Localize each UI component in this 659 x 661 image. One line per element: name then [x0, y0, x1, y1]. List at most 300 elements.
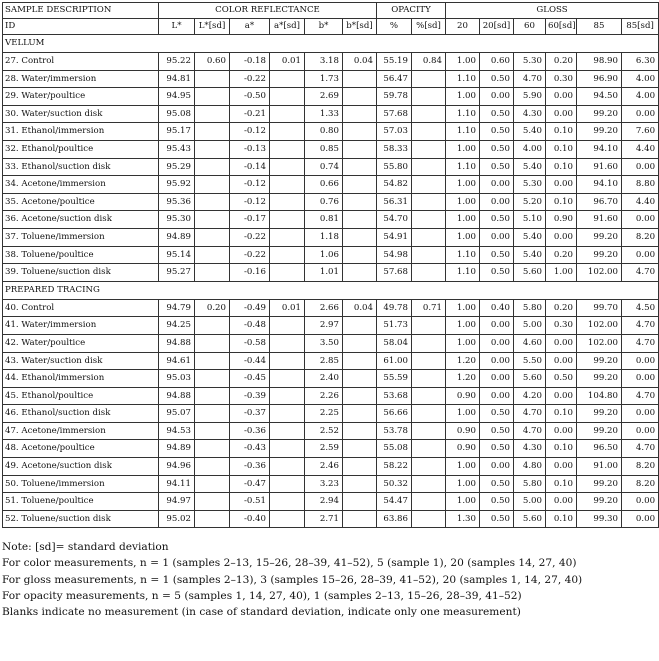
- table-row: [3, 140, 659, 158]
- sample-id-cell: 51. Toluene/poultice: [3, 493, 159, 511]
- section-title: PREPARED TRACING: [3, 281, 659, 299]
- value-cell: -0.12: [230, 123, 270, 141]
- value-cell: 2.26: [305, 387, 343, 405]
- value-cell: 0.04: [343, 53, 377, 71]
- value-cell: 2.97: [305, 317, 343, 335]
- table-row: [3, 458, 659, 476]
- value-cell: 2.85: [305, 352, 343, 370]
- value-cell: 1.20: [446, 370, 480, 388]
- value-cell: [412, 70, 446, 88]
- value-cell: 98.90: [577, 53, 622, 71]
- value-cell: 0.50: [480, 440, 514, 458]
- value-cell: 0.66: [305, 176, 343, 194]
- value-cell: 94.97: [159, 493, 195, 511]
- value-cell: [412, 317, 446, 335]
- value-cell: 0.00: [546, 88, 577, 106]
- value-cell: 1.00: [446, 140, 480, 158]
- value-cell: 4.40: [622, 193, 659, 211]
- value-cell: 0.20: [546, 53, 577, 71]
- value-cell: 1.10: [446, 70, 480, 88]
- value-cell: 99.20: [577, 228, 622, 246]
- sample-id-cell: 29. Water/poultice: [3, 88, 159, 106]
- value-cell: 95.36: [159, 193, 195, 211]
- value-cell: -0.51: [230, 493, 270, 511]
- value-cell: 1.00: [446, 405, 480, 423]
- value-cell: 1.10: [446, 123, 480, 141]
- value-cell: 1.20: [446, 352, 480, 370]
- value-cell: [412, 387, 446, 405]
- value-cell: [343, 387, 377, 405]
- value-cell: 5.60: [514, 264, 546, 282]
- value-cell: 2.25: [305, 405, 343, 423]
- value-cell: 0.10: [546, 405, 577, 423]
- table-row: [3, 334, 659, 352]
- value-cell: [343, 176, 377, 194]
- value-cell: [343, 405, 377, 423]
- value-cell: 0.10: [546, 123, 577, 141]
- value-cell: 94.25: [159, 317, 195, 335]
- value-cell: -0.48: [230, 317, 270, 335]
- value-cell: 0.84: [412, 53, 446, 71]
- sample-id-cell: 37. Toluene/immersion: [3, 228, 159, 246]
- value-cell: 0.00: [546, 334, 577, 352]
- value-cell: 94.88: [159, 387, 195, 405]
- value-cell: [412, 105, 446, 123]
- value-cell: 0.90: [546, 211, 577, 229]
- value-cell: 54.91: [377, 228, 412, 246]
- value-cell: 95.08: [159, 105, 195, 123]
- value-cell: 0.00: [480, 228, 514, 246]
- section-title: VELLUM: [3, 35, 659, 53]
- table-row: [3, 264, 659, 282]
- value-cell: [270, 228, 305, 246]
- value-cell: 3.18: [305, 53, 343, 71]
- value-cell: [195, 475, 230, 493]
- value-cell: 0.01: [270, 299, 305, 317]
- value-cell: 4.00: [622, 70, 659, 88]
- value-cell: 1.10: [446, 246, 480, 264]
- value-cell: [412, 264, 446, 282]
- value-cell: [412, 352, 446, 370]
- value-cell: 1.33: [305, 105, 343, 123]
- value-cell: 1.00: [446, 88, 480, 106]
- value-cell: -0.36: [230, 422, 270, 440]
- value-cell: -0.40: [230, 510, 270, 528]
- value-cell: 0.20: [546, 299, 577, 317]
- table-notes: [2, 539, 642, 620]
- value-cell: 0.90: [446, 422, 480, 440]
- value-cell: [343, 228, 377, 246]
- value-cell: [343, 370, 377, 388]
- table-row: [3, 105, 659, 123]
- sample-id-cell: 31. Ethanol/immersion: [3, 123, 159, 141]
- value-cell: [270, 88, 305, 106]
- value-cell: -0.58: [230, 334, 270, 352]
- table-row: [3, 158, 659, 176]
- value-cell: 8.20: [622, 475, 659, 493]
- value-cell: [343, 140, 377, 158]
- value-cell: 54.82: [377, 176, 412, 194]
- note-line: Blanks indicate no measurement (in case of standard deviation, indicate only one measurement): [2, 606, 521, 619]
- sample-id-cell: 46. Ethanol/suction disk: [3, 405, 159, 423]
- value-cell: [195, 352, 230, 370]
- value-cell: 95.02: [159, 510, 195, 528]
- value-cell: 58.33: [377, 140, 412, 158]
- sample-id-cell: 43. Water/suction disk: [3, 352, 159, 370]
- value-cell: [195, 246, 230, 264]
- value-cell: 49.78: [377, 299, 412, 317]
- value-cell: 95.92: [159, 176, 195, 194]
- value-cell: 0.00: [546, 105, 577, 123]
- table-row: [3, 440, 659, 458]
- column-header: L*[sd]: [195, 19, 230, 35]
- value-cell: 1.00: [446, 228, 480, 246]
- value-cell: 0.00: [480, 387, 514, 405]
- value-cell: 0.50: [480, 158, 514, 176]
- value-cell: 96.50: [577, 440, 622, 458]
- sample-id-cell: 50. Toluene/immersion: [3, 475, 159, 493]
- value-cell: [412, 510, 446, 528]
- value-cell: 54.70: [377, 211, 412, 229]
- value-cell: [270, 264, 305, 282]
- value-cell: [343, 211, 377, 229]
- column-header: 20: [446, 19, 480, 35]
- sample-id-cell: 30. Water/suction disk: [3, 105, 159, 123]
- value-cell: 0.50: [546, 370, 577, 388]
- value-cell: [270, 422, 305, 440]
- value-cell: 1.00: [446, 176, 480, 194]
- value-cell: [270, 193, 305, 211]
- value-cell: 58.04: [377, 334, 412, 352]
- value-cell: 94.11: [159, 475, 195, 493]
- value-cell: -0.17: [230, 211, 270, 229]
- value-cell: [270, 176, 305, 194]
- value-cell: 0.00: [622, 422, 659, 440]
- value-cell: 1.00: [446, 211, 480, 229]
- value-cell: [412, 493, 446, 511]
- value-cell: 1.00: [446, 317, 480, 335]
- sample-id-cell: 40. Control: [3, 299, 159, 317]
- value-cell: -0.50: [230, 88, 270, 106]
- value-cell: 1.00: [446, 334, 480, 352]
- gloss-header: GLOSS: [446, 3, 659, 19]
- value-cell: [195, 370, 230, 388]
- value-cell: 0.60: [480, 53, 514, 71]
- value-cell: [412, 176, 446, 194]
- value-cell: 0.71: [412, 299, 446, 317]
- value-cell: 57.68: [377, 264, 412, 282]
- value-cell: [195, 193, 230, 211]
- value-cell: 0.50: [480, 510, 514, 528]
- value-cell: [195, 176, 230, 194]
- value-cell: 5.10: [514, 211, 546, 229]
- value-cell: 1.00: [446, 458, 480, 476]
- column-header: 20[sd]: [480, 19, 514, 35]
- value-cell: 95.27: [159, 264, 195, 282]
- value-cell: 3.23: [305, 475, 343, 493]
- measurements-table: [2, 2, 659, 528]
- value-cell: 2.59: [305, 440, 343, 458]
- value-cell: 94.53: [159, 422, 195, 440]
- value-cell: 91.60: [577, 158, 622, 176]
- value-cell: 55.59: [377, 370, 412, 388]
- value-cell: 1.18: [305, 228, 343, 246]
- column-header: L*: [159, 19, 195, 35]
- note-line: For color measurements, n = 1 (samples 2–13, 15–26, 28–39, 41–52), 5 (sample 1), 20 (samples 14, 27, 40): [2, 557, 577, 570]
- value-cell: [343, 264, 377, 282]
- value-cell: 102.00: [577, 317, 622, 335]
- sample-id-cell: 49. Acetone/suction disk: [3, 458, 159, 476]
- value-cell: 0.00: [622, 105, 659, 123]
- value-cell: -0.14: [230, 158, 270, 176]
- value-cell: 99.20: [577, 105, 622, 123]
- value-cell: [412, 334, 446, 352]
- value-cell: 0.00: [480, 193, 514, 211]
- value-cell: 4.70: [514, 70, 546, 88]
- value-cell: [412, 140, 446, 158]
- table-row: [3, 246, 659, 264]
- value-cell: 0.00: [622, 211, 659, 229]
- value-cell: 0.50: [480, 405, 514, 423]
- table-row: [3, 193, 659, 211]
- value-cell: [343, 422, 377, 440]
- value-cell: 3.50: [305, 334, 343, 352]
- value-cell: 2.46: [305, 458, 343, 476]
- value-cell: 95.17: [159, 123, 195, 141]
- sample-id-cell: 48. Acetone/poultice: [3, 440, 159, 458]
- value-cell: 0.04: [343, 299, 377, 317]
- value-cell: -0.18: [230, 53, 270, 71]
- value-cell: [270, 493, 305, 511]
- value-cell: 0.00: [622, 493, 659, 511]
- value-cell: 95.43: [159, 140, 195, 158]
- value-cell: 0.00: [546, 493, 577, 511]
- table-row: [3, 510, 659, 528]
- sample-id-cell: 36. Acetone/suction disk: [3, 211, 159, 229]
- value-cell: [412, 246, 446, 264]
- value-cell: 56.31: [377, 193, 412, 211]
- value-cell: 4.70: [622, 440, 659, 458]
- value-cell: [343, 158, 377, 176]
- value-cell: 94.95: [159, 88, 195, 106]
- value-cell: [270, 440, 305, 458]
- value-cell: 99.20: [577, 370, 622, 388]
- value-cell: 99.20: [577, 493, 622, 511]
- column-header: a*[sd]: [270, 19, 305, 35]
- value-cell: 55.08: [377, 440, 412, 458]
- value-cell: 94.10: [577, 176, 622, 194]
- value-cell: 0.50: [480, 105, 514, 123]
- value-cell: -0.22: [230, 228, 270, 246]
- value-cell: 102.00: [577, 264, 622, 282]
- value-cell: 5.60: [514, 510, 546, 528]
- value-cell: [343, 440, 377, 458]
- value-cell: [343, 475, 377, 493]
- value-cell: 0.50: [480, 70, 514, 88]
- value-cell: 1.73: [305, 70, 343, 88]
- value-cell: [270, 387, 305, 405]
- value-cell: 59.78: [377, 88, 412, 106]
- value-cell: -0.36: [230, 458, 270, 476]
- value-cell: [412, 405, 446, 423]
- value-cell: 8.20: [622, 458, 659, 476]
- value-cell: 61.00: [377, 352, 412, 370]
- value-cell: 5.90: [514, 88, 546, 106]
- section-header-row: [3, 35, 659, 53]
- value-cell: 91.00: [577, 458, 622, 476]
- sample-id-cell: 35. Acetone/poultice: [3, 193, 159, 211]
- value-cell: 94.89: [159, 440, 195, 458]
- sample-id-cell: 52. Toluene/suction disk: [3, 510, 159, 528]
- opacity-header: OPACITY: [377, 3, 446, 19]
- value-cell: 4.70: [514, 422, 546, 440]
- table-row: [3, 387, 659, 405]
- value-cell: [343, 317, 377, 335]
- value-cell: 5.60: [514, 370, 546, 388]
- column-header: a*: [230, 19, 270, 35]
- table-row: [3, 70, 659, 88]
- value-cell: 57.68: [377, 105, 412, 123]
- value-cell: 4.70: [622, 264, 659, 282]
- sample-id-cell: 47. Acetone/immersion: [3, 422, 159, 440]
- value-cell: 0.10: [546, 510, 577, 528]
- value-cell: 0.80: [305, 123, 343, 141]
- value-cell: 0.40: [480, 299, 514, 317]
- sample-id-cell: 44. Ethanol/immersion: [3, 370, 159, 388]
- value-cell: 5.80: [514, 475, 546, 493]
- value-cell: [343, 334, 377, 352]
- value-cell: 55.19: [377, 53, 412, 71]
- value-cell: 5.00: [514, 317, 546, 335]
- column-header: 85: [577, 19, 622, 35]
- value-cell: -0.12: [230, 176, 270, 194]
- value-cell: 1.00: [546, 264, 577, 282]
- value-cell: 5.80: [514, 299, 546, 317]
- value-cell: 4.40: [622, 140, 659, 158]
- table-body: [3, 35, 659, 528]
- value-cell: [270, 105, 305, 123]
- sample-id-cell: 45. Ethanol/poultice: [3, 387, 159, 405]
- table-row: [3, 422, 659, 440]
- value-cell: [195, 334, 230, 352]
- value-cell: 0.00: [546, 387, 577, 405]
- value-cell: [412, 422, 446, 440]
- value-cell: [195, 88, 230, 106]
- value-cell: 0.30: [546, 70, 577, 88]
- color-reflectance-header: COLOR REFLECTANCE: [159, 3, 377, 19]
- table-row: [3, 370, 659, 388]
- value-cell: 0.00: [622, 405, 659, 423]
- value-cell: [270, 70, 305, 88]
- column-header-row: [3, 19, 659, 35]
- value-cell: -0.16: [230, 264, 270, 282]
- value-cell: 94.50: [577, 88, 622, 106]
- value-cell: 57.03: [377, 123, 412, 141]
- value-cell: 0.00: [546, 228, 577, 246]
- value-cell: 0.00: [622, 352, 659, 370]
- note-line: For gloss measurements, n = 1 (samples 2–13), 3 (samples 15–26, 28–39, 41–52), 20 (samples 1, 14, 27, 40): [2, 573, 583, 586]
- table-row: [3, 211, 659, 229]
- value-cell: [412, 123, 446, 141]
- value-cell: 0.60: [195, 53, 230, 71]
- value-cell: 4.70: [622, 317, 659, 335]
- value-cell: -0.44: [230, 352, 270, 370]
- header-group-row: [3, 3, 659, 19]
- value-cell: 4.70: [622, 387, 659, 405]
- column-header: %[sd]: [412, 19, 446, 35]
- value-cell: -0.22: [230, 246, 270, 264]
- section-header-row: [3, 281, 659, 299]
- value-cell: 0.10: [546, 475, 577, 493]
- sample-id-cell: 34. Acetone/immersion: [3, 176, 159, 194]
- table-row: [3, 317, 659, 335]
- value-cell: [270, 317, 305, 335]
- value-cell: 8.80: [622, 176, 659, 194]
- value-cell: [195, 105, 230, 123]
- value-cell: [343, 510, 377, 528]
- value-cell: 0.10: [546, 140, 577, 158]
- value-cell: [270, 458, 305, 476]
- value-cell: 6.30: [622, 53, 659, 71]
- value-cell: -0.13: [230, 140, 270, 158]
- value-cell: -0.45: [230, 370, 270, 388]
- value-cell: 0.10: [546, 440, 577, 458]
- column-header: 60[sd]: [546, 19, 577, 35]
- value-cell: 0.00: [622, 158, 659, 176]
- value-cell: [343, 105, 377, 123]
- value-cell: [343, 246, 377, 264]
- value-cell: [412, 193, 446, 211]
- value-cell: -0.37: [230, 405, 270, 423]
- table-row: [3, 352, 659, 370]
- value-cell: 0.50: [480, 264, 514, 282]
- value-cell: 0.00: [480, 458, 514, 476]
- value-cell: 99.20: [577, 422, 622, 440]
- value-cell: -0.47: [230, 475, 270, 493]
- value-cell: 95.30: [159, 211, 195, 229]
- value-cell: 56.66: [377, 405, 412, 423]
- value-cell: 0.50: [480, 475, 514, 493]
- value-cell: 55.80: [377, 158, 412, 176]
- value-cell: -0.49: [230, 299, 270, 317]
- value-cell: [195, 211, 230, 229]
- value-cell: [270, 510, 305, 528]
- value-cell: [412, 158, 446, 176]
- value-cell: 4.30: [514, 105, 546, 123]
- value-cell: 1.00: [446, 493, 480, 511]
- value-cell: 8.20: [622, 228, 659, 246]
- value-cell: [195, 387, 230, 405]
- value-cell: 0.81: [305, 211, 343, 229]
- value-cell: 0.00: [480, 317, 514, 335]
- sample-id-cell: 38. Toluene/poultice: [3, 246, 159, 264]
- value-cell: 94.10: [577, 140, 622, 158]
- table-row: [3, 493, 659, 511]
- value-cell: 2.40: [305, 370, 343, 388]
- value-cell: 99.30: [577, 510, 622, 528]
- sample-description-header: SAMPLE DESCRIPTION: [3, 3, 159, 19]
- value-cell: 5.00: [514, 493, 546, 511]
- table-row: [3, 53, 659, 71]
- value-cell: [343, 493, 377, 511]
- value-cell: 0.90: [446, 440, 480, 458]
- value-cell: [412, 475, 446, 493]
- sample-id-cell: 27. Control: [3, 53, 159, 71]
- value-cell: 0.90: [446, 387, 480, 405]
- sample-id-cell: 39. Toluene/suction disk: [3, 264, 159, 282]
- value-cell: 1.00: [446, 53, 480, 71]
- value-cell: [412, 370, 446, 388]
